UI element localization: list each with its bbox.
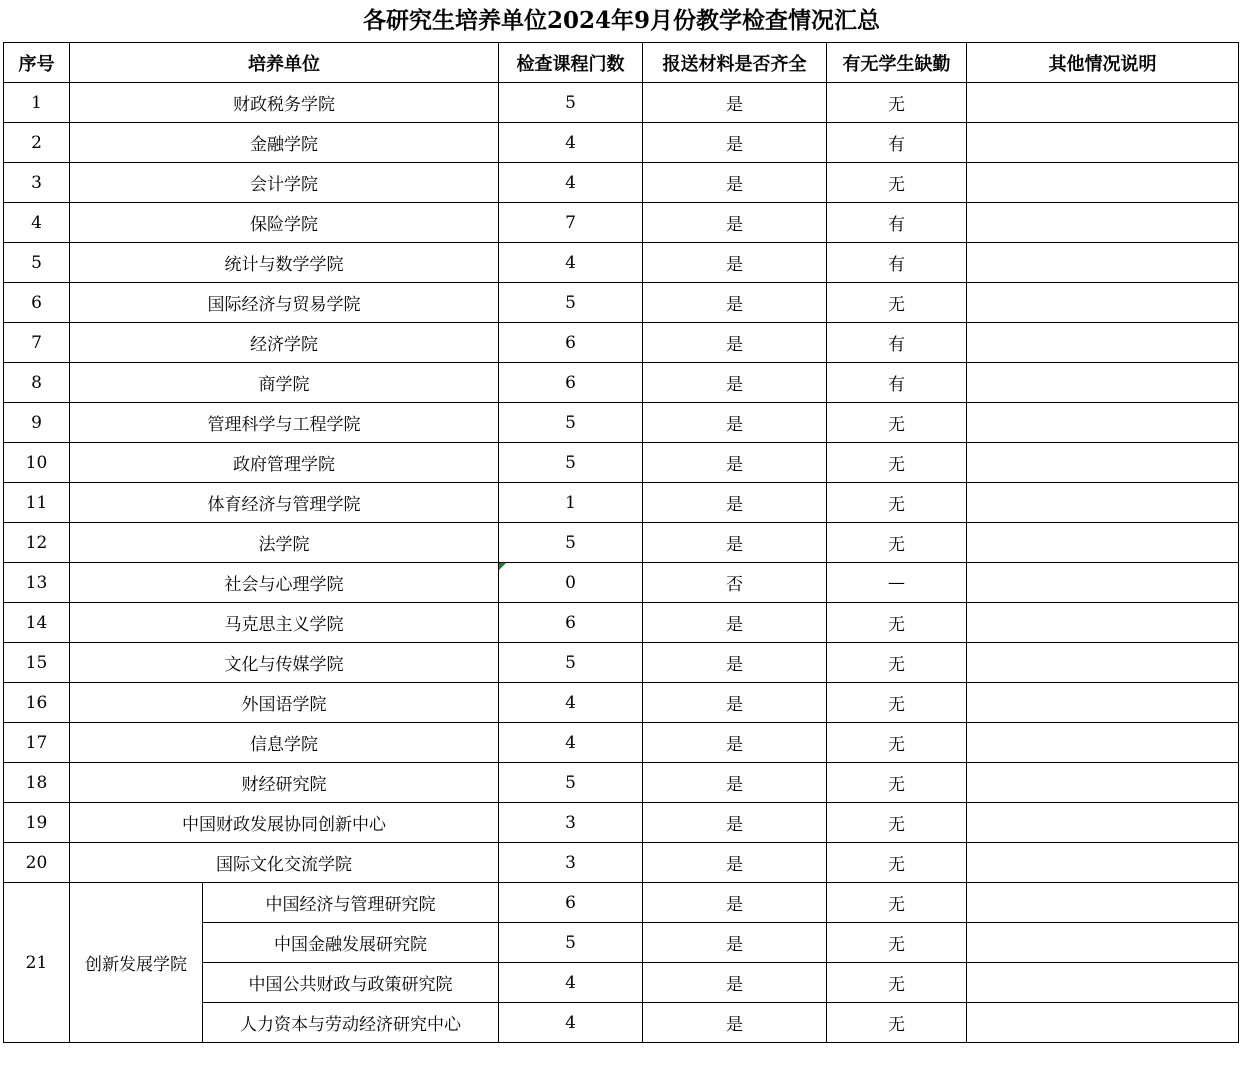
seq-cell[interactable]: 2: [4, 123, 70, 163]
materials-cell[interactable]: 是: [643, 843, 827, 883]
absence-cell[interactable]: 无: [827, 163, 967, 203]
notes-cell[interactable]: [967, 883, 1239, 923]
materials-cell[interactable]: 是: [643, 243, 827, 283]
courses-cell[interactable]: 5: [499, 923, 643, 963]
unit-cell[interactable]: 社会与心理学院: [70, 563, 499, 603]
courses-cell[interactable]: 6: [499, 883, 643, 923]
notes-cell[interactable]: [967, 443, 1239, 483]
materials-cell[interactable]: 是: [643, 123, 827, 163]
subunit-cell[interactable]: 中国公共财政与政策研究院: [203, 963, 499, 1003]
subunit-cell[interactable]: 中国经济与管理研究院: [203, 883, 499, 923]
table-row: [4, 483, 1239, 523]
seq-cell[interactable]: 3: [4, 163, 70, 203]
seq-cell[interactable]: 13: [4, 563, 70, 603]
notes-cell[interactable]: [967, 323, 1239, 363]
table-row: [4, 443, 1239, 483]
table-row: [4, 203, 1239, 243]
header-unit[interactable]: 培养单位: [70, 43, 499, 83]
table-row: [4, 403, 1239, 443]
seq-cell[interactable]: 20: [4, 843, 70, 883]
unit-cell[interactable]: 信息学院: [70, 723, 499, 763]
courses-cell[interactable]: 3: [499, 843, 643, 883]
unit-cell[interactable]: 金融学院: [70, 123, 499, 163]
unit-cell[interactable]: 中国财政发展协同创新中心: [70, 803, 499, 843]
notes-cell[interactable]: [967, 163, 1239, 203]
table-row: [4, 83, 1239, 123]
seq-cell[interactable]: 5: [4, 243, 70, 283]
seq-cell[interactable]: 17: [4, 723, 70, 763]
subunit-cell[interactable]: 人力资本与劳动经济研究中心: [203, 1003, 499, 1043]
unit-cell[interactable]: 保险学院: [70, 203, 499, 243]
table-row: [4, 323, 1239, 363]
table-row: [4, 883, 1239, 923]
notes-cell[interactable]: [967, 363, 1239, 403]
table-row: [4, 363, 1239, 403]
courses-cell[interactable]: 7: [499, 203, 643, 243]
materials-cell[interactable]: 是: [643, 723, 827, 763]
materials-cell[interactable]: 是: [643, 443, 827, 483]
unit-cell[interactable]: 会计学院: [70, 163, 499, 203]
header-courses[interactable]: 检查课程门数: [499, 43, 643, 83]
notes-cell[interactable]: [967, 403, 1239, 443]
materials-cell[interactable]: 是: [643, 363, 827, 403]
table-row: [4, 523, 1239, 563]
courses-cell[interactable]: 6: [499, 603, 643, 643]
unit-cell[interactable]: 法学院: [70, 523, 499, 563]
unit-cell[interactable]: 政府管理学院: [70, 443, 499, 483]
seq-cell[interactable]: 11: [4, 483, 70, 523]
seq-cell[interactable]: 9: [4, 403, 70, 443]
courses-cell[interactable]: [499, 563, 643, 603]
unit-cell[interactable]: 体育经济与管理学院: [70, 483, 499, 523]
table-row: [4, 723, 1239, 763]
materials-cell[interactable]: 是: [643, 883, 827, 923]
materials-cell[interactable]: 是: [643, 83, 827, 123]
notes-cell[interactable]: [967, 243, 1239, 283]
notes-cell[interactable]: [967, 923, 1239, 963]
header-materials[interactable]: 报送材料是否齐全: [643, 43, 827, 83]
unit-cell[interactable]: 国际经济与贸易学院: [70, 283, 499, 323]
absence-cell[interactable]: 无: [827, 803, 967, 843]
seq-cell[interactable]: 16: [4, 683, 70, 723]
header-row: [4, 43, 1239, 83]
unit-cell[interactable]: 统计与数学学院: [70, 243, 499, 283]
table-row: [4, 603, 1239, 643]
table-row: [4, 763, 1239, 803]
absence-cell[interactable]: 有: [827, 243, 967, 283]
courses-value: 0: [565, 572, 576, 593]
subunit-cell[interactable]: 中国金融发展研究院: [203, 923, 499, 963]
notes-cell[interactable]: [967, 683, 1239, 723]
absence-cell[interactable]: 无: [827, 723, 967, 763]
materials-cell[interactable]: 是: [643, 1003, 827, 1043]
absence-cell[interactable]: 无: [827, 1003, 967, 1043]
notes-cell[interactable]: [967, 723, 1239, 763]
materials-cell[interactable]: 是: [643, 923, 827, 963]
absence-cell[interactable]: 有: [827, 203, 967, 243]
courses-cell[interactable]: 4: [499, 683, 643, 723]
seq-cell[interactable]: 7: [4, 323, 70, 363]
notes-cell[interactable]: [967, 283, 1239, 323]
materials-cell[interactable]: 是: [643, 963, 827, 1003]
materials-cell[interactable]: 是: [643, 323, 827, 363]
absence-cell[interactable]: 无: [827, 523, 967, 563]
seq-cell[interactable]: 18: [4, 763, 70, 803]
absence-cell[interactable]: 无: [827, 483, 967, 523]
notes-cell[interactable]: [967, 843, 1239, 883]
materials-cell[interactable]: 是: [643, 603, 827, 643]
absence-cell[interactable]: 无: [827, 83, 967, 123]
courses-cell[interactable]: 6: [499, 363, 643, 403]
absence-cell[interactable]: 无: [827, 403, 967, 443]
notes-cell[interactable]: [967, 483, 1239, 523]
absence-cell[interactable]: 无: [827, 683, 967, 723]
notes-cell[interactable]: [967, 963, 1239, 1003]
table-row: [4, 163, 1239, 203]
notes-cell[interactable]: [967, 563, 1239, 603]
seq-cell[interactable]: 6: [4, 283, 70, 323]
courses-cell[interactable]: 4: [499, 123, 643, 163]
unit-cell[interactable]: 外国语学院: [70, 683, 499, 723]
seq-cell[interactable]: 21: [4, 883, 70, 1043]
unit-cell[interactable]: 马克思主义学院: [70, 603, 499, 643]
courses-cell[interactable]: 5: [499, 83, 643, 123]
absence-cell[interactable]: 无: [827, 443, 967, 483]
header-notes[interactable]: 其他情况说明: [967, 43, 1239, 83]
unit-cell[interactable]: 文化与传媒学院: [70, 643, 499, 683]
absence-cell[interactable]: 无: [827, 283, 967, 323]
group-unit-cell[interactable]: 创新发展学院: [70, 883, 203, 1043]
courses-cell[interactable]: 5: [499, 403, 643, 443]
materials-cell[interactable]: 是: [643, 483, 827, 523]
seq-cell[interactable]: 1: [4, 83, 70, 123]
table-row: [4, 243, 1239, 283]
absence-cell[interactable]: 无: [827, 643, 967, 683]
courses-cell[interactable]: 5: [499, 283, 643, 323]
absence-cell[interactable]: 有: [827, 363, 967, 403]
materials-cell[interactable]: 是: [643, 403, 827, 443]
materials-cell[interactable]: 是: [643, 203, 827, 243]
table-row: [4, 563, 1239, 603]
courses-cell[interactable]: 6: [499, 323, 643, 363]
materials-cell[interactable]: 是: [643, 163, 827, 203]
courses-cell[interactable]: 1: [499, 483, 643, 523]
unit-cell[interactable]: 财政税务学院: [70, 83, 499, 123]
notes-cell[interactable]: [967, 803, 1239, 843]
absence-cell[interactable]: 无: [827, 883, 967, 923]
seq-cell[interactable]: 8: [4, 363, 70, 403]
seq-cell[interactable]: 15: [4, 643, 70, 683]
notes-cell[interactable]: [967, 523, 1239, 563]
header-absence[interactable]: 有无学生缺勤: [827, 43, 967, 83]
materials-cell[interactable]: 是: [643, 643, 827, 683]
materials-cell[interactable]: 是: [643, 683, 827, 723]
courses-cell[interactable]: 5: [499, 763, 643, 803]
materials-cell[interactable]: 是: [643, 283, 827, 323]
table-row: [4, 803, 1239, 843]
seq-cell[interactable]: 14: [4, 603, 70, 643]
header-seq[interactable]: 序号: [4, 43, 70, 83]
table-row: [4, 283, 1239, 323]
notes-cell[interactable]: [967, 83, 1239, 123]
courses-cell[interactable]: 4: [499, 723, 643, 763]
absence-cell[interactable]: 无: [827, 763, 967, 803]
materials-cell[interactable]: 是: [643, 523, 827, 563]
courses-cell[interactable]: 4: [499, 243, 643, 283]
materials-cell[interactable]: 是: [643, 803, 827, 843]
courses-cell[interactable]: 5: [499, 443, 643, 483]
inspection-summary-table: [3, 42, 1239, 1043]
courses-cell[interactable]: 4: [499, 1003, 643, 1043]
seq-cell[interactable]: 10: [4, 443, 70, 483]
table-row: [4, 123, 1239, 163]
unit-cell[interactable]: 财经研究院: [70, 763, 499, 803]
notes-cell[interactable]: [967, 763, 1239, 803]
unit-cell[interactable]: 管理科学与工程学院: [70, 403, 499, 443]
table-row: [4, 843, 1239, 883]
courses-cell[interactable]: 4: [499, 963, 643, 1003]
sheet-title: 各研究生培养单位2024年9月份教学检查情况汇总: [362, 7, 881, 34]
materials-cell[interactable]: 否: [643, 563, 827, 603]
notes-cell[interactable]: [967, 203, 1239, 243]
notes-cell[interactable]: [967, 123, 1239, 163]
courses-cell[interactable]: 3: [499, 803, 643, 843]
unit-cell[interactable]: 国际文化交流学院: [70, 843, 499, 883]
absence-cell[interactable]: —: [827, 563, 967, 603]
absence-cell[interactable]: 无: [827, 843, 967, 883]
unit-cell[interactable]: 经济学院: [70, 323, 499, 363]
materials-cell[interactable]: 是: [643, 763, 827, 803]
seq-cell[interactable]: 4: [4, 203, 70, 243]
courses-cell[interactable]: 5: [499, 523, 643, 563]
absence-cell[interactable]: 无: [827, 963, 967, 1003]
table-row: [4, 643, 1239, 683]
absence-cell[interactable]: 无: [827, 603, 967, 643]
absence-cell[interactable]: 有: [827, 323, 967, 363]
courses-cell[interactable]: 4: [499, 163, 643, 203]
courses-cell[interactable]: 5: [499, 643, 643, 683]
seq-cell[interactable]: 19: [4, 803, 70, 843]
notes-cell[interactable]: [967, 1003, 1239, 1043]
comment-marker-icon: [499, 563, 506, 570]
table-row: [4, 683, 1239, 723]
notes-cell[interactable]: [967, 603, 1239, 643]
absence-cell[interactable]: 有: [827, 123, 967, 163]
unit-cell[interactable]: 商学院: [70, 363, 499, 403]
absence-cell[interactable]: 无: [827, 923, 967, 963]
notes-cell[interactable]: [967, 643, 1239, 683]
seq-cell[interactable]: 12: [4, 523, 70, 563]
